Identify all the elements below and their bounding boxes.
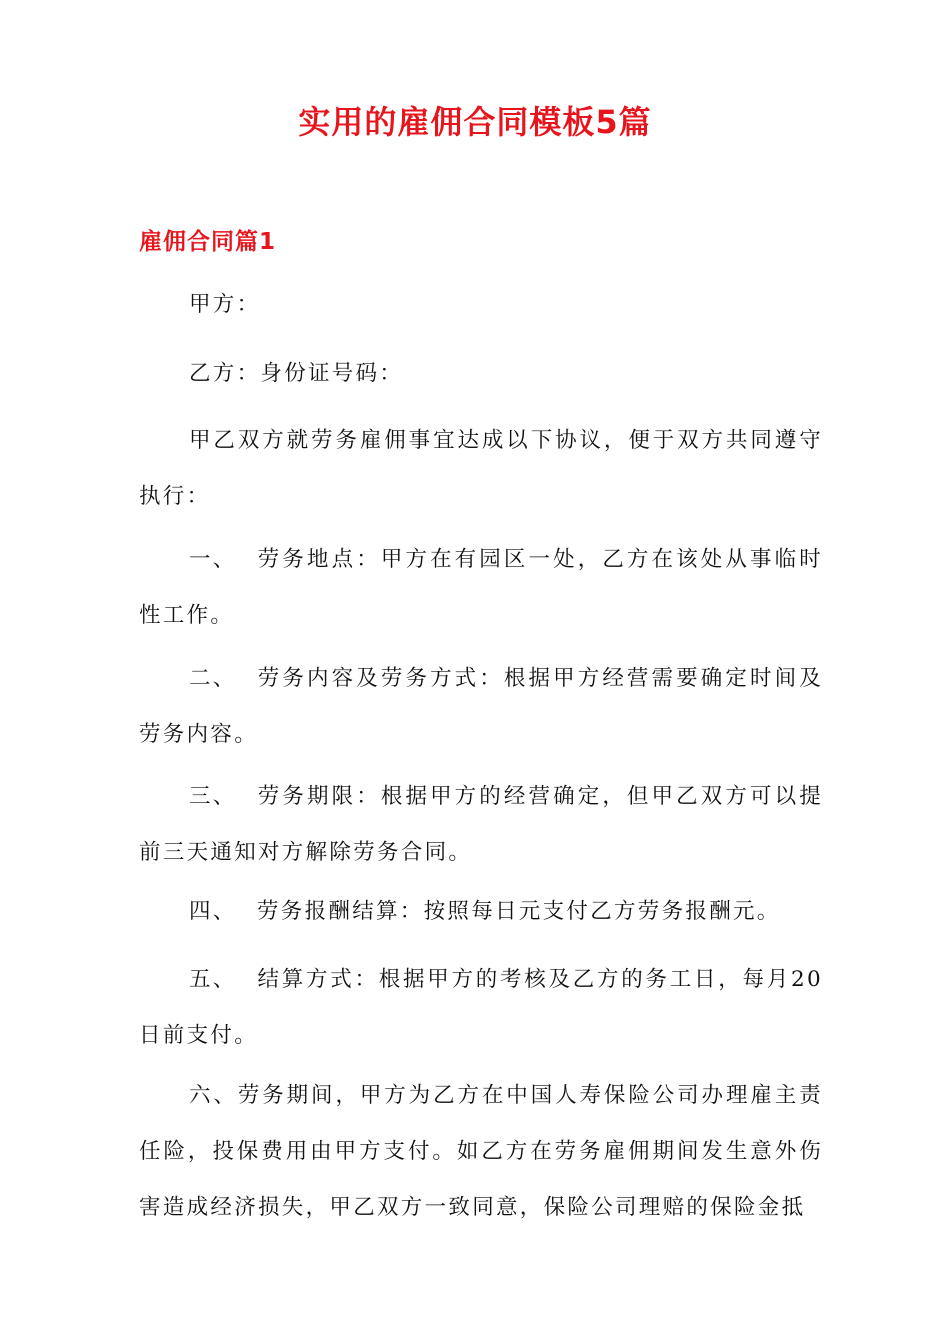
clause-2 [139, 651, 823, 763]
document-title: 实用的雇佣合同模板5篇 [298, 103, 652, 141]
clause-number: 四、 [189, 899, 237, 924]
clause-number: 一、 [189, 547, 237, 572]
clause-6: 六、劳务期间，甲方为乙方在中国人寿保险公司办理雇主责任险，投保费用由甲方支付。如乙方在劳务雇佣期间发生意外伤害造成经济损失，甲乙双方一致同意，保险公司理赔的保险金抵 [139, 1083, 823, 1220]
clause-text: 劳务内容及劳务方式：根据甲方经营需要确定时间及劳务内容。 [139, 666, 823, 747]
clause-4 [139, 884, 823, 940]
clause-5 [139, 952, 823, 1064]
clause-number: 二、 [189, 666, 237, 691]
party-b-line: 乙方：身份证号码： [189, 361, 404, 386]
clause-3 [139, 769, 823, 881]
clause-1 [139, 532, 823, 644]
clause-text: 劳务地点：甲方在有园区一处，乙方在该处从事临时性工作。 [139, 547, 823, 628]
clause-number: 三、 [189, 784, 237, 809]
section-title: 雇佣合同篇1 [139, 229, 277, 255]
clause-number: 五、 [189, 967, 237, 992]
clause-text: 结算方式：根据甲方的考核及乙方的务工日，每月20日前支付。 [139, 967, 823, 1048]
clause-text: 劳务报酬结算：按照每日元支付乙方劳务报酬元。 [257, 899, 781, 924]
clause-text: 劳务期限：根据甲方的经营确定，但甲乙双方可以提前三天通知对方解除劳务合同。 [139, 784, 823, 865]
intro-paragraph: 甲乙双方就劳务雇佣事宜达成以下协议，便于双方共同遵守执行： [139, 428, 823, 509]
party-a-line: 甲方： [189, 292, 261, 317]
